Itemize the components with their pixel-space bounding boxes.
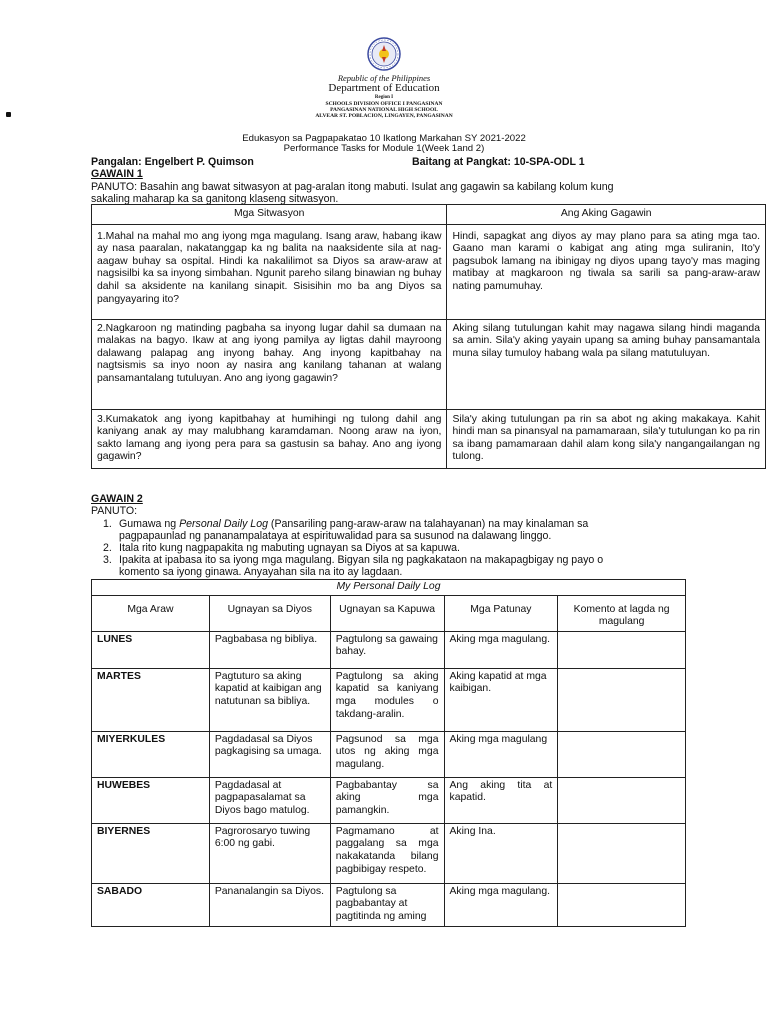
col-header-kapuwa: Ugnayan sa Kapuwa [330,595,444,631]
day-cell: SABADO [92,883,210,926]
kapuwa-cell: Pagtulong sa pagbabantay at pagtitinda ng aming [330,883,444,926]
answer-cell: Hindi, sapagkat ang diyos ay may plano para sa ating mga tao. Gaano man karami o kabigat ang ating mga suliranin, Ito'y pagsubok lamang na ibinigay ng diyos upang tayo'y mas maging matibay at magkaroon ng tiwala sa sarili sa pang-araw-araw nating pamumuhay. [447,224,766,319]
list-item: 3. Ipakita at ipabasa ito sa iyong mga magulang. Bigyan sila ng pagkakataon na makapagbigay ng payo o komento sa iyong ginawa. Anyayahan sila na ito ay lagdaan. [103,554,604,578]
patunay-cell: Ang aking tita at kapatid. [444,777,558,823]
table-row [92,631,686,668]
komento-cell [558,668,686,731]
school-line: PANGASINAN NATIONAL HIGH SCHOOL [330,107,438,113]
gawain2-title: GAWAIN 2 [91,493,143,505]
gawain1-title: GAWAIN 1 [91,168,143,180]
day-cell: MARTES [92,668,210,731]
division-line: SCHOOLS DIVISION OFFICE I PANGASINAN [325,101,443,107]
komento-cell [558,777,686,823]
gawain2-panuto: PANUTO: [91,505,138,517]
answer-cell: Sila'y aking tutulungan pa rin sa abot ng aking makakaya. Kahit hindi man sa pinansyal na pamamaraan, sila'y tutulungan ko pa rin sa ibang pamamaraan dahil alam kong sila'y nangangailangan ng tulong. [447,409,766,468]
day-cell: LUNES [92,631,210,668]
patunay-cell: Aking mga magulang. [444,883,558,926]
department-line: Department of Education [328,82,440,94]
situation-cell: 2.Nagkaroon ng matinding pagbaha sa inyong lugar dahil sa dumaan na malakas na bagyo. Ikaw at ang iyong pamilya ay ligtas dahil mayroong dalawang palapag ang inyong bahay. Ang inyong kapitbahay na nagtsismis sa inyo noon ay nasira ang kanilang tahanan at walang pansamantalang tutuluyan. Ano ang iyong gagawin? [92,319,447,409]
kapuwa-cell: Pagmamano at paggalang sa mga nakakatanda bilang pagbibigay respeto. [330,823,444,883]
student-grade: Baitang at Pangkat: 10-SPA-ODL 1 [412,156,585,168]
list-item: 2. Itala rito kung nagpapakita ng mabuting ugnayan sa Diyos at sa kapuwa. [103,542,460,554]
table-row [92,668,686,731]
subject-line-2: Performance Tasks for Module 1(Week 1and 2) [283,143,485,154]
diyos-cell: Pagrorosaryo tuwing 6:00 ng gabi. [209,823,330,883]
col-header-answer: Ang Aking Gagawin [447,205,766,225]
situations-table [91,204,766,469]
diyos-cell: Pagtuturo sa aking kapatid at kaibigan ang natutunan sa bibliya. [209,668,330,731]
daily-log-caption-row [92,580,686,596]
table-row [92,731,686,777]
table-row [92,823,686,883]
col-header-situations: Mga Sitwasyon [92,205,447,225]
diyos-cell: Pananalangin sa Diyos. [209,883,330,926]
col-header-patunay: Mga Patunay [444,595,558,631]
gawain1-panuto-line2: sakaling maharap ka sa ganitong klaseng sitwasyon. [91,193,339,205]
patunay-cell: Aking kapatid at mga kaibigan. [444,668,558,731]
daily-log-title: My Personal Daily Log [92,580,686,596]
col-header-days: Mga Araw [92,595,210,631]
student-name: Pangalan: Engelbert P. Quimson [91,156,254,168]
table-row [92,409,766,468]
situations-header-row [92,205,766,225]
gawain2-instructions [91,518,691,578]
gawain1-panuto-line1: PANUTO: Basahin ang bawat sitwasyon at pag-aralan itong mabuti. Isulat ang gagawin sa kabilang kolum kung [91,181,614,193]
daily-log-header-row [92,595,686,631]
patunay-cell: Aking mga magulang [444,731,558,777]
day-cell: HUWEBES [92,777,210,823]
kapuwa-cell: Pagsunod sa mga utos ng aking mga magulang. [330,731,444,777]
patunay-cell: Aking Ina. [444,823,558,883]
situation-cell: 3.Kumakatok ang iyong kapitbahay at humihingi ng tulong dahil ang kaniyang anak ay may malubhang karamdaman. Noong araw na iyon, sakto lamang ang iyong pera para sa gastusin sa bahay. Ano ang iyong gagawin? [92,409,447,468]
komento-cell [558,823,686,883]
address-line: ALVEAR ST. POBLACION, LINGAYEN, PANGASINAN [315,113,453,119]
diyos-cell: Pagdadasal sa Diyos pagkagising sa umaga. [209,731,330,777]
patunay-cell: Aking mga magulang. [444,631,558,668]
table-row [92,777,686,823]
table-row [92,319,766,409]
col-header-komento: Komento at lagda ng magulang [558,595,686,631]
table-row [92,224,766,319]
list-item: 1. Gumawa ng Personal Daily Log (Pansariling pang-araw-araw na talahayanan) na may kinalaman sa pagpapaunlad ng pananampalataya at espirituwalidad para sa susunod na dalawang linggo. [103,518,589,542]
table-row [92,883,686,926]
kapuwa-cell: Pagtulong sa gawaing bahay. [330,631,444,668]
diyos-cell: Pagbabasa ng bibliya. [209,631,330,668]
diyos-cell: Pagdadasal at pagpapasalamat sa Diyos bago matulog. [209,777,330,823]
situation-cell: 1.Mahal na mahal mo ang iyong mga magulang. Isang araw, habang ikaw ay nasa paaralan, nakatanggap ka ng balita na naaksidente sila at nag-aagaw buhay sa ospital. Hindi ka nakalilimot sa Diyos sa araw-araw at nagsisilbi ka sa inyong simbahan. Ngunit pareho silang binawian ng buhay dahil sa aksidente na kanilang sinapit. Sisisihin mo ba ang Diyos sa pangyayaring ito? [92,224,447,319]
day-cell: BIYERNES [92,823,210,883]
subject-line-1: Edukasyon sa Pagpapakatao 10 Ikatlong Markahan SY 2021-2022 [242,133,526,144]
komento-cell [558,883,686,926]
region-line: Region I [374,95,394,100]
col-header-diyos: Ugnayan sa Diyos [209,595,330,631]
kapuwa-cell: Pagtulong sa aking kapatid sa kaniyang mga modules o takdang-aralin. [330,668,444,731]
answer-cell: Aking silang tutulungan kahit may nagawa silang hindi maganda sa amin. Sila'y aking yayain upang sa aming buhay pansamantala muna silay tumuloy habang wala pa silang matutuluyan. [447,319,766,409]
deped-seal-icon [367,37,401,71]
komento-cell [558,731,686,777]
republic-line: Republic of the Philippines [337,73,431,83]
daily-log-table [91,579,686,927]
komento-cell [558,631,686,668]
day-cell: MIYERKULES [92,731,210,777]
kapuwa-cell: Pagbabantay sa aking mga pamangkin. [330,777,444,823]
